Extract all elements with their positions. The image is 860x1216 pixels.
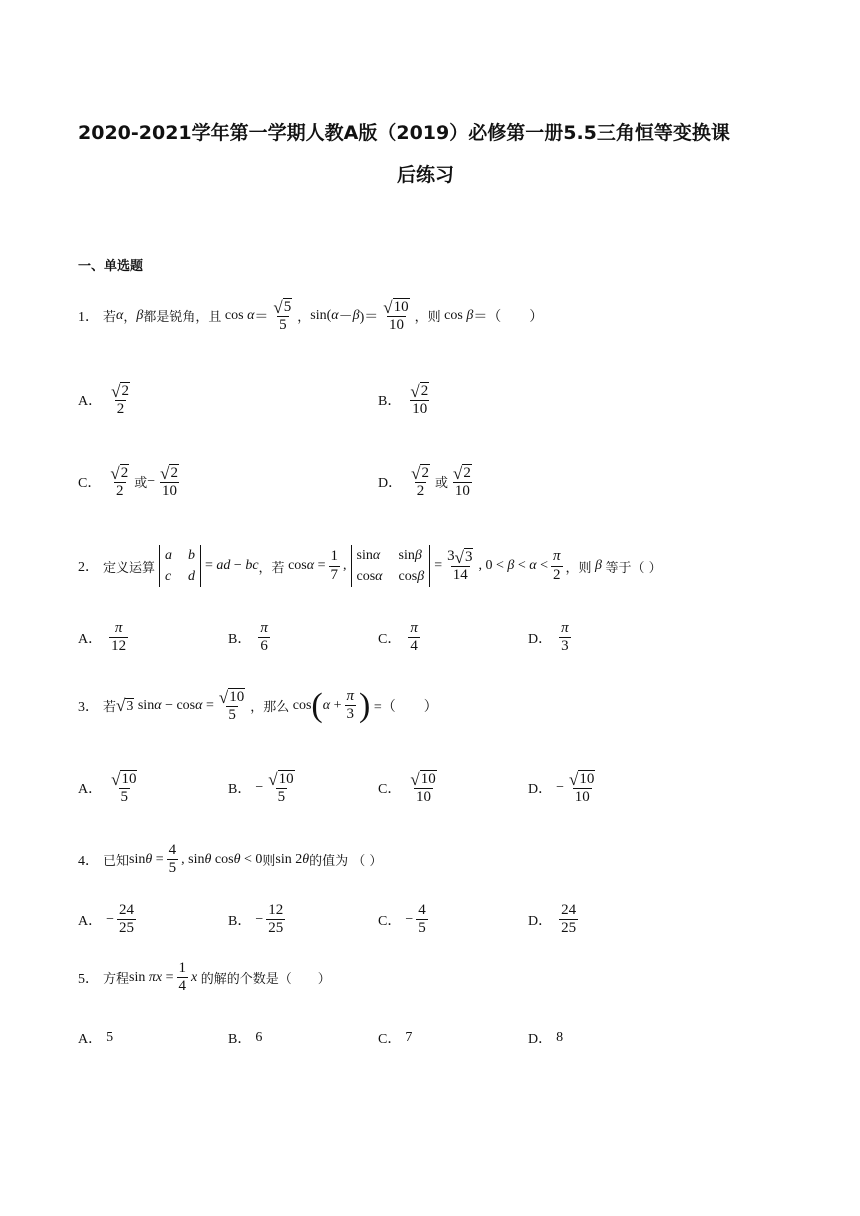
option-label: A． <box>78 1032 103 1047</box>
option-d[interactable] <box>528 1028 563 1048</box>
option-a[interactable]: A． √ 2 2 <box>78 381 129 417</box>
question-number: 5． <box>78 971 99 987</box>
question-4: 4． 已知 sin θ = $\frac{4}{5}$ , sin θ cos θ < 0 则 sin 2 θ 的值为 （ ） <box>78 842 383 877</box>
option-a[interactable] <box>78 1028 113 1048</box>
option-label: D． <box>378 475 403 491</box>
fraction: √ 5 5 <box>273 297 292 333</box>
question-number: 3． <box>78 699 99 715</box>
option-label: D． <box>528 1032 553 1047</box>
option-label: A． <box>78 631 103 647</box>
page-title-line1: 2020-2021学年第一学期人教A版（2019）必修第一册5.5三角恒等变换课 <box>78 122 730 144</box>
option-label: B． <box>228 913 252 929</box>
question-stem: 若 <box>103 310 117 326</box>
option-label: D． <box>528 913 553 929</box>
option-label: C． <box>378 631 402 647</box>
section-heading: 一、单选题 <box>78 259 144 274</box>
option-c[interactable] <box>378 1028 412 1048</box>
question-stem: 方程 <box>103 972 130 988</box>
option-b[interactable]: B． √ 2 10 <box>378 381 429 417</box>
question-stem: 已知 <box>103 854 130 870</box>
option-a[interactable]: A． √ 10 5 <box>78 769 137 805</box>
option-label: D． <box>528 631 553 647</box>
option-label: D． <box>528 781 553 797</box>
question-number: 1． <box>78 309 99 325</box>
determinant: a b c d <box>159 545 201 587</box>
option-label: A． <box>78 393 103 409</box>
option-label: B． <box>228 1032 252 1047</box>
option-label: C． <box>378 1032 402 1047</box>
question-stem: 定义运算 <box>103 560 156 576</box>
option-b[interactable]: B． − √ 10 5 <box>228 769 294 805</box>
option-b[interactable]: B． − $\frac{12}{25}$ <box>228 902 284 937</box>
option-c[interactable]: C． √ 10 10 <box>378 769 436 805</box>
option-c[interactable]: C． $\frac{\pi}{4}$ <box>378 620 418 655</box>
option-label: C． <box>378 913 402 929</box>
option-label: A． <box>78 781 103 797</box>
question-5: 5． 方程 sin πx = $\frac{1}{4}$ x 的解的个数是（ ） <box>78 960 331 995</box>
option-label: C． <box>78 475 102 491</box>
option-d[interactable]: D． √ 2 2 或 √ 2 10 <box>378 463 471 499</box>
option-d[interactable]: D． $\frac{\pi}{3}$ <box>528 620 569 655</box>
option-value: 5 <box>106 1030 114 1045</box>
option-c[interactable]: C． √ 2 2 或 − √ 2 10 <box>78 463 178 499</box>
option-a[interactable]: A． $\frac{\pi}{12}$ <box>78 620 127 655</box>
option-label: B． <box>378 393 402 409</box>
option-value: 6 <box>255 1030 263 1045</box>
option-b[interactable] <box>228 1028 262 1048</box>
determinant: sinα sinβ cosα cosβ <box>351 545 431 587</box>
option-value: 8 <box>556 1030 564 1045</box>
option-label: B． <box>228 631 252 647</box>
question-2: 2． 定义运算 a b c d = ad − bc ，若 cos α = $\frac{1}{7}$ , sinα sinβ cosα cosβ = 3 √ 3 14 , 0 < β < α < $\frac{\pi}{2}$ ，则 β 等于（ ） <box>78 545 662 587</box>
option-c[interactable]: C． − $\frac{4}{5}$ <box>378 902 426 937</box>
option-d[interactable]: D． $\frac{24}{25}$ <box>528 902 577 937</box>
question-1: 1． 若 α ， β 都是锐角，且 cos α ＝ √ 5 5 ， sin( α － β )＝ √ 10 10 ，则 cos β ＝（ ） <box>78 297 544 333</box>
option-label: C． <box>378 781 402 797</box>
option-label: A． <box>78 913 103 929</box>
fraction: √ 10 10 <box>383 297 409 333</box>
page-title-line2: 后练习 <box>397 164 455 186</box>
question-3: 3． 若 √ 3 sin α − cos α = √ 10 5 ，那么 cos ( α + $\frac{\pi}{3}$ ) =（ ） <box>78 686 438 724</box>
question-number: 2． <box>78 560 99 575</box>
option-d[interactable]: D． − √ 10 10 <box>528 769 595 805</box>
option-b[interactable]: B． $\frac{\pi}{6}$ <box>228 620 268 655</box>
question-stem: 若 <box>103 700 117 716</box>
option-value: 7 <box>405 1030 413 1045</box>
question-number: 4． <box>78 853 99 869</box>
option-a[interactable]: A． − $\frac{24}{25}$ <box>78 902 135 937</box>
option-label: B． <box>228 781 252 797</box>
